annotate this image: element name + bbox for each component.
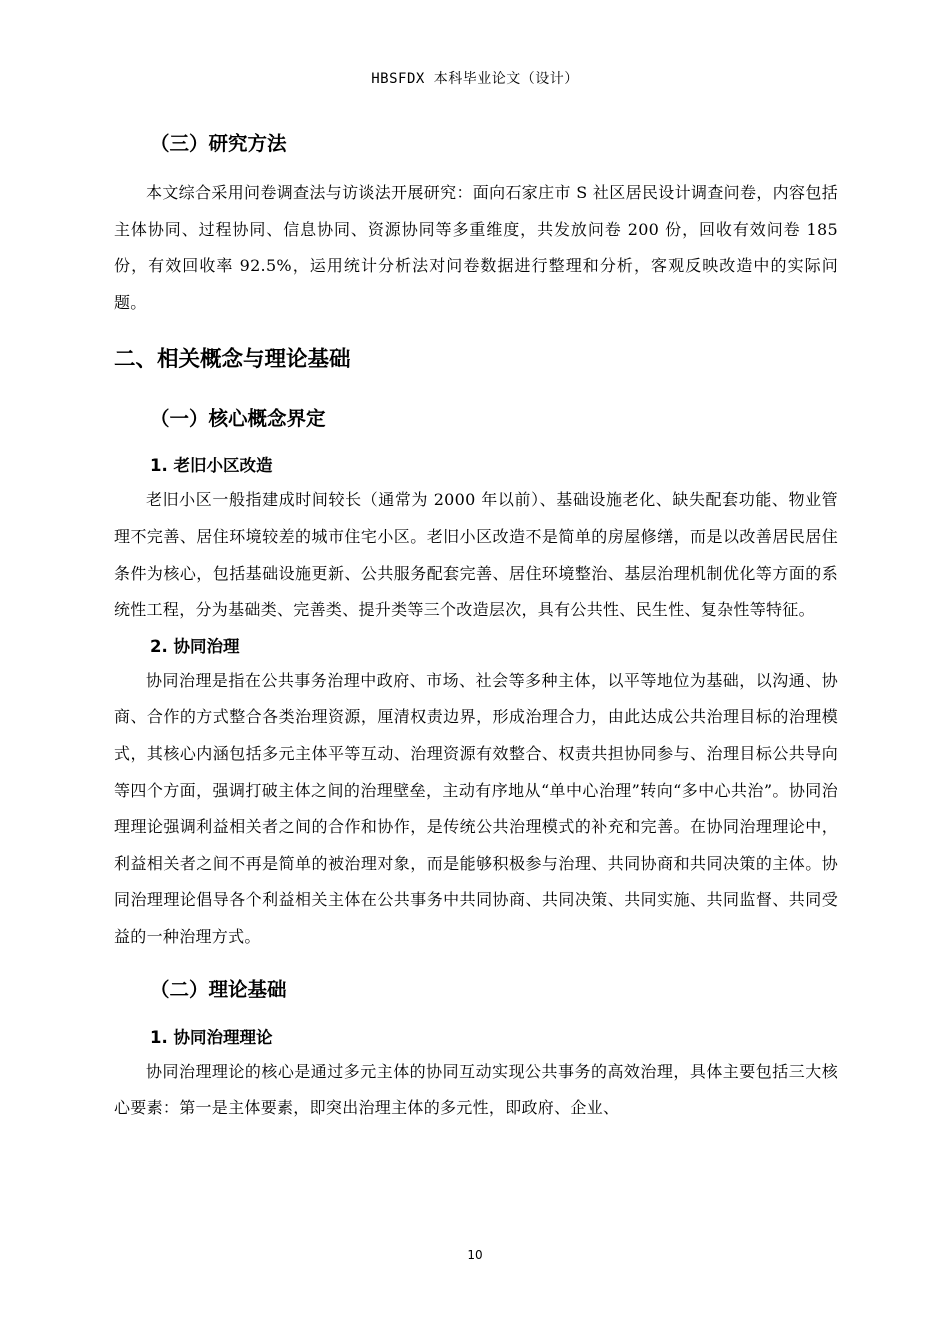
- section-heading-core-concepts: （一）核心概念界定: [150, 407, 326, 431]
- running-header: HBSFDX 本科毕业论文（设计）: [371, 71, 579, 87]
- paragraph-collaborative-theory: 协同治理理论的核心是通过多元主体的协同互动实现公共事务的高效治理，具体主要包括三大核心要素：第一是主体要素，即突出治理主体的多元性，即政府、企业、: [114, 1061, 838, 1118]
- chapter-heading-two: 二、相关概念与理论基础: [114, 347, 351, 373]
- subsection-heading-old-community: 1. 老旧小区改造: [150, 456, 273, 476]
- paragraph-research-method: 本文综合采用问卷调查法与访谈法开展研究：面向石家庄市 S 社区居民设计调查问卷，内容包括主体协同、过程协同、信息协同、资源协同等多重维度，共发放问卷 200 份，回收有效问卷 185 份，有效回收率 92.5%，运用统计分析法对问卷数据进行整理和分析，客观反映改造中的实际问题。: [114, 183, 838, 312]
- paragraph-old-community: 老旧小区一般指建成时间较长（通常为 2000 年以前）、基础设施老化、缺失配套功能、物业管理不完善、居住环境较差的城市住宅小区。老旧小区改造不是简单的房屋修缮，而是以改善居民居住条件为核心，包括基础设施更新、公共服务配套完善、居住环境整治、基层治理机制优化等方面的系统性工程，分为基础类、完善类、提升类等三个改造层次，具有公共性、民生性、复杂性等特征。: [114, 490, 838, 620]
- subsection-heading-collaborative-theory: 1. 协同治理理论: [150, 1027, 273, 1047]
- subsection-heading-collaborative-governance: 2. 协同治理: [150, 636, 240, 656]
- section-heading-research-method: （三）研究方法: [150, 132, 287, 155]
- paragraph-collaborative-governance: 协同治理是指在公共事务治理中政府、市场、社会等多种主体，以平等地位为基础，以沟通、协商、合作的方式整合各类治理资源，厘清权责边界，形成治理合力，由此达成公共治理目标的治理模式，其核心内涵包括多元主体平等互动、治理资源有效整合、权责共担协同参与、治理目标公共导向等四个方面，强调打破主体之间的治理壁垒，主动有序地从“单中心治理”转向“多中心共治”。协同治理理论强调利益相关者之间的合作和协作，是传统公共治理模式的补充和完善。在协同治理理论中，利益相关者之间不再是简单的被治理对象，而是能够积极参与治理、共同协商和共同决策的主体。协同治理理论倡导各个利益相关主体在公共事务中共同协商、共同决策、共同实施、共同监督、共同受益的一种治理方式。: [114, 670, 838, 946]
- section-heading-theory: （二）理论基础: [150, 977, 287, 1001]
- page-content: [114, 122, 838, 1127]
- page-number: 10: [467, 1248, 483, 1262]
